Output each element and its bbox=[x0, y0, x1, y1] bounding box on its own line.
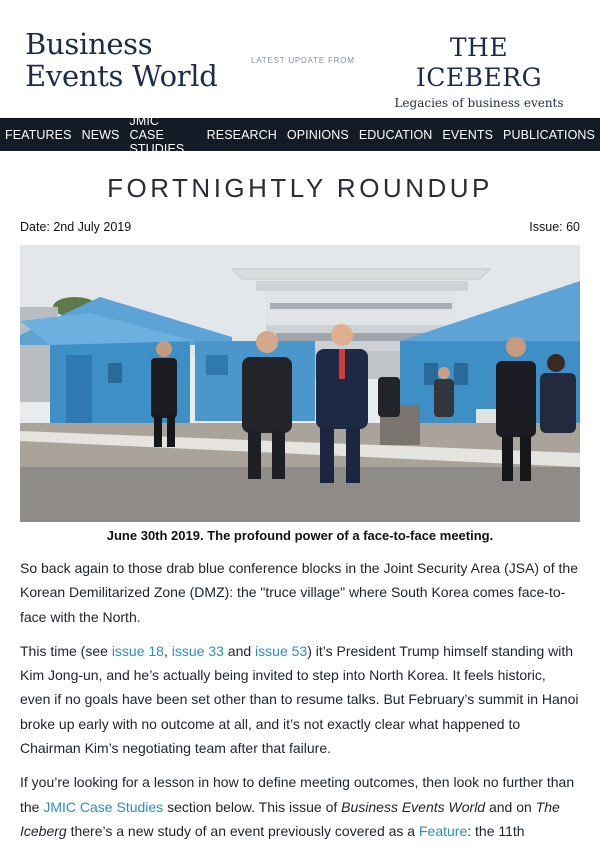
p2-text-d: ) it’s President Trump himself standing with Kim Jong-un, and he’s actually being invited to step into North Korea. It feels historic, even if no goals have been set other than to resume talks. But February’s summit in Hanoi broke up early with no outcome at all, and it’s not exactly clear what happened to Chairman Kim’s negotiating team after that failure. bbox=[20, 642, 579, 757]
iceberg-logo[interactable] bbox=[383, 33, 575, 111]
issue-33-link[interactable]: issue 33 bbox=[171, 642, 224, 659]
business-events-world-logo[interactable] bbox=[25, 28, 218, 92]
paragraph-3 bbox=[20, 770, 580, 843]
issue-meta bbox=[20, 220, 580, 234]
bew-title-emphasis: Business Events World bbox=[341, 798, 486, 815]
feature-link[interactable]: Feature bbox=[418, 822, 468, 839]
nav-news[interactable]: NEWS bbox=[81, 128, 120, 142]
iceberg-title: THE ICEBERG bbox=[415, 33, 543, 92]
p3-text-c: and on bbox=[485, 798, 536, 815]
p3-text-e: : the 11th bbox=[467, 822, 525, 839]
logo-line-2: Events World bbox=[25, 59, 218, 93]
nav-research[interactable]: RESEARCH bbox=[206, 128, 277, 142]
p3-text-d: there’s a new study of an event previously covered as a bbox=[66, 822, 419, 839]
nav-publications[interactable]: PUBLICATIONS bbox=[503, 128, 595, 142]
nav-jmic-case-studies[interactable]: JMIC CASE STUDIES bbox=[129, 114, 185, 156]
p2-text-b: , bbox=[163, 642, 172, 659]
hero-photo bbox=[20, 245, 580, 522]
p2-text-a: This time (see bbox=[20, 642, 112, 659]
issue-number: Issue: 60 bbox=[529, 220, 580, 234]
paragraph-2 bbox=[20, 639, 580, 760]
logo-line-1: Business bbox=[25, 27, 153, 61]
issue-18-link[interactable]: issue 18 bbox=[111, 642, 164, 659]
nav-opinions[interactable]: OPINIONS bbox=[286, 128, 349, 142]
nav-education[interactable]: EDUCATION bbox=[358, 128, 433, 142]
paragraph-1: So back again to those drab blue conference blocks in the Joint Security Area (JSA) of the Korean Demilitarized Zone (DMZ): the "truce village" where South Korea comes face-to-face with the North. bbox=[20, 560, 578, 625]
iceberg-title-emphasis: The Iceberg bbox=[20, 798, 560, 839]
page-title: FORTNIGHTLY ROUNDUP bbox=[107, 173, 493, 203]
main-nav bbox=[0, 114, 600, 156]
latest-update-label: LATEST UPDATE FROM bbox=[251, 56, 355, 65]
nav-events[interactable]: EVENTS bbox=[442, 128, 494, 142]
photo-caption: June 30th 2019. The profound power of a face-to-face meeting. bbox=[106, 528, 494, 543]
iceberg-tagline: Legacies of business events bbox=[394, 96, 564, 110]
nav-features[interactable]: FEATURES bbox=[5, 128, 72, 142]
p3-text-b: section below. This issue of bbox=[163, 798, 342, 815]
issue-53-link[interactable]: issue 53 bbox=[255, 642, 308, 659]
article-body bbox=[20, 556, 580, 843]
p2-text-c: and bbox=[223, 642, 256, 659]
jmic-case-studies-link[interactable]: JMIC Case Studies bbox=[43, 798, 164, 815]
p3-text-a: If you’re looking for a lesson in how to define meeting outcomes, then look no further than the bbox=[20, 774, 575, 815]
site-header bbox=[0, 0, 600, 118]
issue-date: Date: 2nd July 2019 bbox=[20, 220, 132, 234]
